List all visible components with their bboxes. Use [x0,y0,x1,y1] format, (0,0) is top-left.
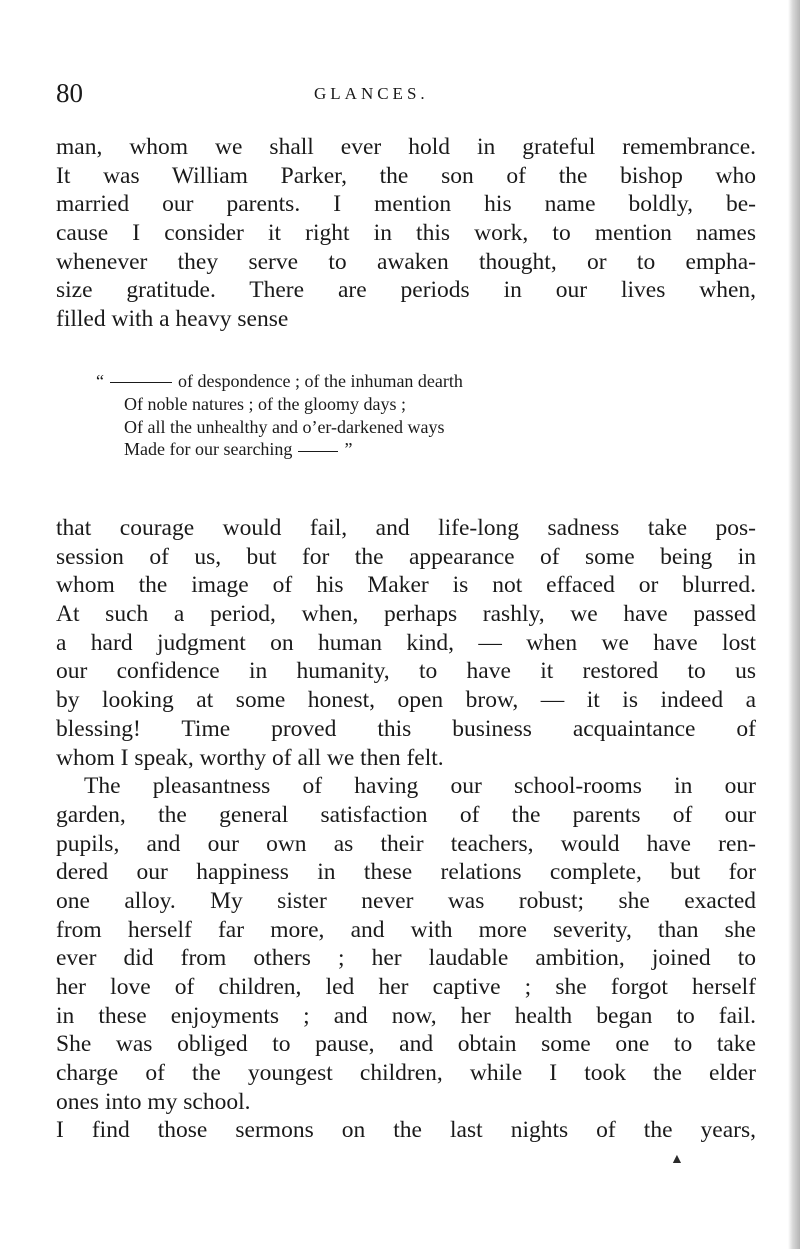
text-line: whom I speak, worthy of all we then felt. [56,744,444,771]
text-line: filled with a heavy sense [56,306,289,333]
text-line: The pleasantness of having our school-rooms in our [84,773,756,800]
text-line: It was William Parker, the son of the bishop who [56,162,756,189]
paragraph-2 [56,514,756,1145]
em-dash-rule [298,451,338,452]
verse-line-1 [96,370,716,393]
text-line: her love of children, led her captive ; she forgot herself [56,974,756,1000]
text-line: ones into my school. [56,1088,251,1115]
text-line: that courage would fail, and life-long sadness take pos- [56,515,756,541]
text-line: At such a period, when, perhaps rashly, we have passed [56,601,756,628]
text-line: charge of the youngest children, while I took the elder [56,1060,756,1087]
text-line: whenever they serve to awaken thought, or to empha- [56,248,756,275]
text-line: our confidence in humanity, to have it restored to us [56,658,756,685]
text-line: ever did from others ; her laudable ambition, joined to [56,945,756,972]
verse-text: Made for our searching [124,439,293,460]
text-line: garden, the general satisfaction of the parents of our [56,801,756,828]
em-dash-rule [110,382,172,383]
text-line: I find those sermons on the last nights of the years, [56,1117,756,1144]
paragraph-1 [56,133,756,334]
verse-quotation [96,370,716,461]
verse-line-3: Of all the unhealthy and o’er-darkened ways [124,416,445,437]
text-line: dered our happiness in these relations complete, but for [56,859,756,886]
open-quote: “ [96,371,104,391]
printers-mark-icon: ▲ [670,1150,684,1166]
text-line: one alloy. My sister never was robust; she exacted [56,887,756,914]
text-line: married our parents. I mention his name boldly, be- [56,191,756,218]
text-line: in these enjoyments ; and now, her health began to fail. [56,1002,756,1029]
text-line: session of us, but for the appearance of some being in [56,543,756,570]
text-line: size gratitude. There are periods in our lives when, [56,277,756,304]
verse-line-2: Of noble natures ; of the gloomy days ; [124,393,406,414]
text-line: She was obliged to pause, and obtain some one to take [56,1031,756,1058]
text-line: whom the image of his Maker is not effaced or blurred. [56,572,756,599]
text-line: pupils, and our own as their teachers, would have ren- [56,830,756,857]
close-quote: ” [344,439,353,460]
page-number: 80 [56,78,83,108]
page-edge-shadow [788,0,800,1249]
text-line: a hard judgment on human kind, — when we have lost [56,629,756,656]
text-line: man, whom we shall ever hold in grateful remembrance. [56,134,756,160]
verse-line-4 [96,438,716,461]
verse-text: of despondence ; of the inhuman dearth [178,371,463,391]
text-line: from herself far more, and with more severity, than she [56,916,756,943]
text-line: by looking at some honest, open brow, — it is indeed a [56,687,756,714]
text-line: cause I consider it right in this work, to mention names [56,220,756,247]
text-line: blessing! Time proved this business acquaintance of [56,715,756,742]
running-head [56,78,756,108]
running-title: GLANCES. [314,84,429,103]
